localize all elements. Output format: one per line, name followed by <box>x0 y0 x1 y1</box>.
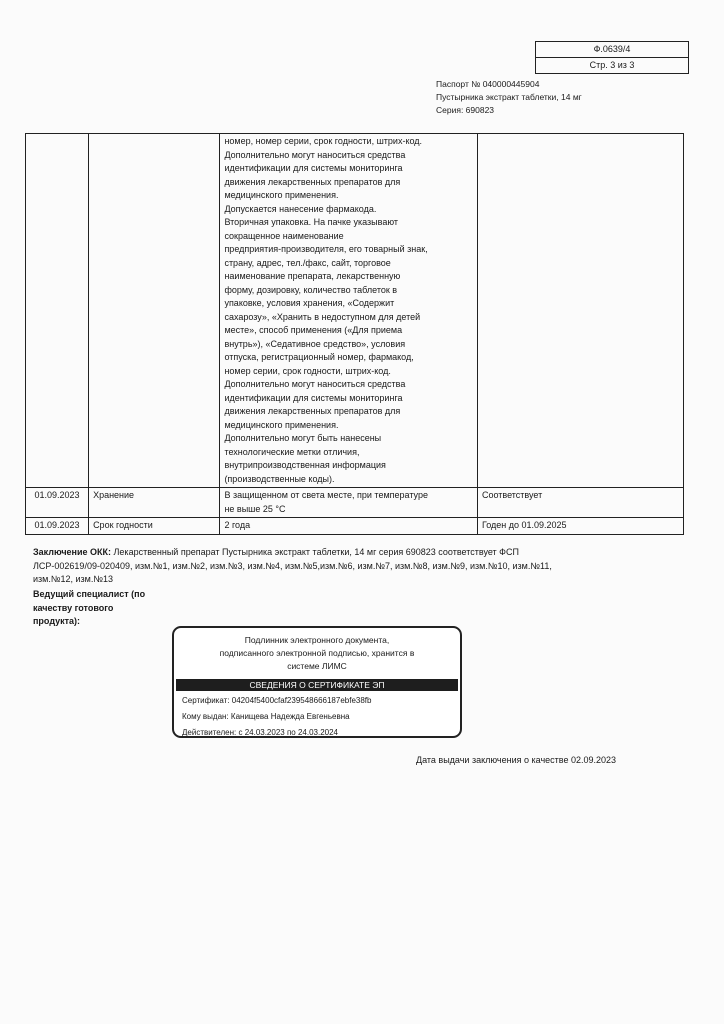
requirement-line: сокращенное наименование <box>224 230 344 241</box>
result-cell: Годен до 01.09.2025 <box>477 518 683 535</box>
issued-to-label: Кому выдан: <box>182 712 229 721</box>
requirement-line: упаковке, условия хранения, «Содержит <box>224 298 395 308</box>
requirement-line: Дополнительно могут наноситься средства <box>224 149 406 160</box>
stamp-band: СВЕДЕНИЯ О СЕРТИФИКАТЕ ЭП <box>176 679 458 691</box>
requirement-line: форму, дозировку, количество таблеток в <box>224 284 398 295</box>
test-name-cell <box>89 134 220 488</box>
passport-number: Паспорт № 040000445904 <box>436 79 540 89</box>
certificate-row <box>174 694 460 707</box>
product-name: Пустырника экстракт таблетки, 14 мг <box>436 92 582 102</box>
valid-row <box>174 726 460 739</box>
requirement-line: Дополнительно могут быть нанесены <box>224 433 382 443</box>
form-code: Ф.0639/4 <box>593 44 631 54</box>
requirement-line: Допускается нанесение фармакода. <box>224 203 377 214</box>
result-cell <box>477 134 683 488</box>
requirement-cell <box>220 134 478 488</box>
valid-label: Действителен: <box>182 728 237 737</box>
requirement-line: не выше 25 °С <box>224 503 286 514</box>
requirement-line: идентификации для системы мониторинга <box>224 392 403 403</box>
stamp-text-line: подписанного электронной подписью, хранится в <box>219 648 415 658</box>
conclusion-text: Лекарственный препарат Пустырника экстракт таблетки, 14 мг серия 690823 соответствует ФСП <box>111 547 519 557</box>
electronic-signature-stamp <box>172 626 462 738</box>
lead-specialist-line: качеству готового <box>33 602 114 613</box>
requirement-line: медицинского применения. <box>224 419 339 430</box>
requirement-line: номер серии, срок годности, штрих-код. <box>224 365 391 376</box>
lead-specialist-line: продукта): <box>33 616 81 626</box>
date-cell <box>26 134 89 488</box>
table-row <box>26 518 684 535</box>
lead-specialist-line: Ведущий специалист (по <box>33 589 146 599</box>
requirement-line: движения лекарственных препаратов для <box>224 176 401 187</box>
issued-to-value: Канищева Надежда Евгеньевна <box>230 712 350 721</box>
requirement-line: движения лекарственных препаратов для <box>224 406 401 416</box>
requirement-line: идентификации для системы мониторинга <box>224 163 403 173</box>
certificate-label: Сертификат: <box>182 696 230 705</box>
table-row <box>26 134 684 488</box>
requirement-line: сахарозу», «Хранить в недоступном для детей <box>224 311 421 322</box>
conclusion-text: изм.№12, изм.№13 <box>33 574 114 584</box>
form-code-box <box>535 41 689 74</box>
date-cell: 01.09.2023 <box>26 518 89 535</box>
requirement-line: отпуска, регистрационный номер, фармакод, <box>224 352 414 362</box>
table-row <box>26 488 684 518</box>
requirement-line: наименование препарата, лекарственную <box>224 271 401 281</box>
requirement-line: месте», способ применения («Для приема <box>224 325 403 335</box>
requirement-line: страну, адрес, тел./факс, сайт, торговое <box>224 257 391 268</box>
test-name-cell: Срок годности <box>89 518 220 535</box>
requirement-line: технологические метки отличия, <box>224 446 360 457</box>
issue-date: Дата выдачи заключения о качестве 02.09.2023 <box>416 755 616 765</box>
requirement-line: (производственные коды). <box>224 473 335 484</box>
requirement-line: В защищенном от света месте, при температуре <box>224 490 428 500</box>
requirement-cell <box>220 488 478 518</box>
stamp-text <box>174 634 460 673</box>
requirement-line: Дополнительно могут наноситься средства <box>224 379 406 389</box>
requirement-line: внутрипроизводственная информация <box>224 460 386 470</box>
valid-value: с 24.03.2023 по 24.03.2024 <box>238 728 338 737</box>
result-cell: Соответствует <box>477 488 683 518</box>
passport-header <box>436 78 582 117</box>
conclusion-label: Заключение ОКК: <box>33 547 112 557</box>
requirement-line: внутрь»), «Седативное средство», условия <box>224 338 406 349</box>
test-results-table <box>25 133 684 535</box>
stamp-text-line: Подлинник электронного документа, <box>244 635 390 645</box>
requirement-cell: 2 года <box>220 518 478 535</box>
requirement-line: предприятия-производителя, его товарный знак, <box>224 244 428 254</box>
page-number: Стр. 3 из 3 <box>536 57 688 73</box>
stamp-text-line: системе ЛИМС <box>287 661 347 671</box>
requirement-line: Вторичная упаковка. На пачке указывают <box>224 217 398 227</box>
series-number: Серия: 690823 <box>436 105 495 115</box>
test-name-cell: Хранение <box>89 488 220 518</box>
lead-specialist-label <box>33 588 153 629</box>
date-cell: 01.09.2023 <box>26 488 89 518</box>
conclusion-text: ЛСР-002619/09-020409, изм.№1, изм.№2, изм.№3, изм.№4, изм.№5,изм.№6, изм.№7, изм.№8, изм.№9, изм.№10, изм.№11, <box>33 560 552 571</box>
issued-to-row <box>174 710 460 723</box>
requirement-line: медицинского применения. <box>224 190 339 200</box>
requirement-line: номер, номер серии, срок годности, штрих-код. <box>224 136 423 146</box>
conclusion <box>33 546 593 587</box>
certificate-value: 04204f5400cfaf239548666187ebfe38fb <box>231 696 372 705</box>
